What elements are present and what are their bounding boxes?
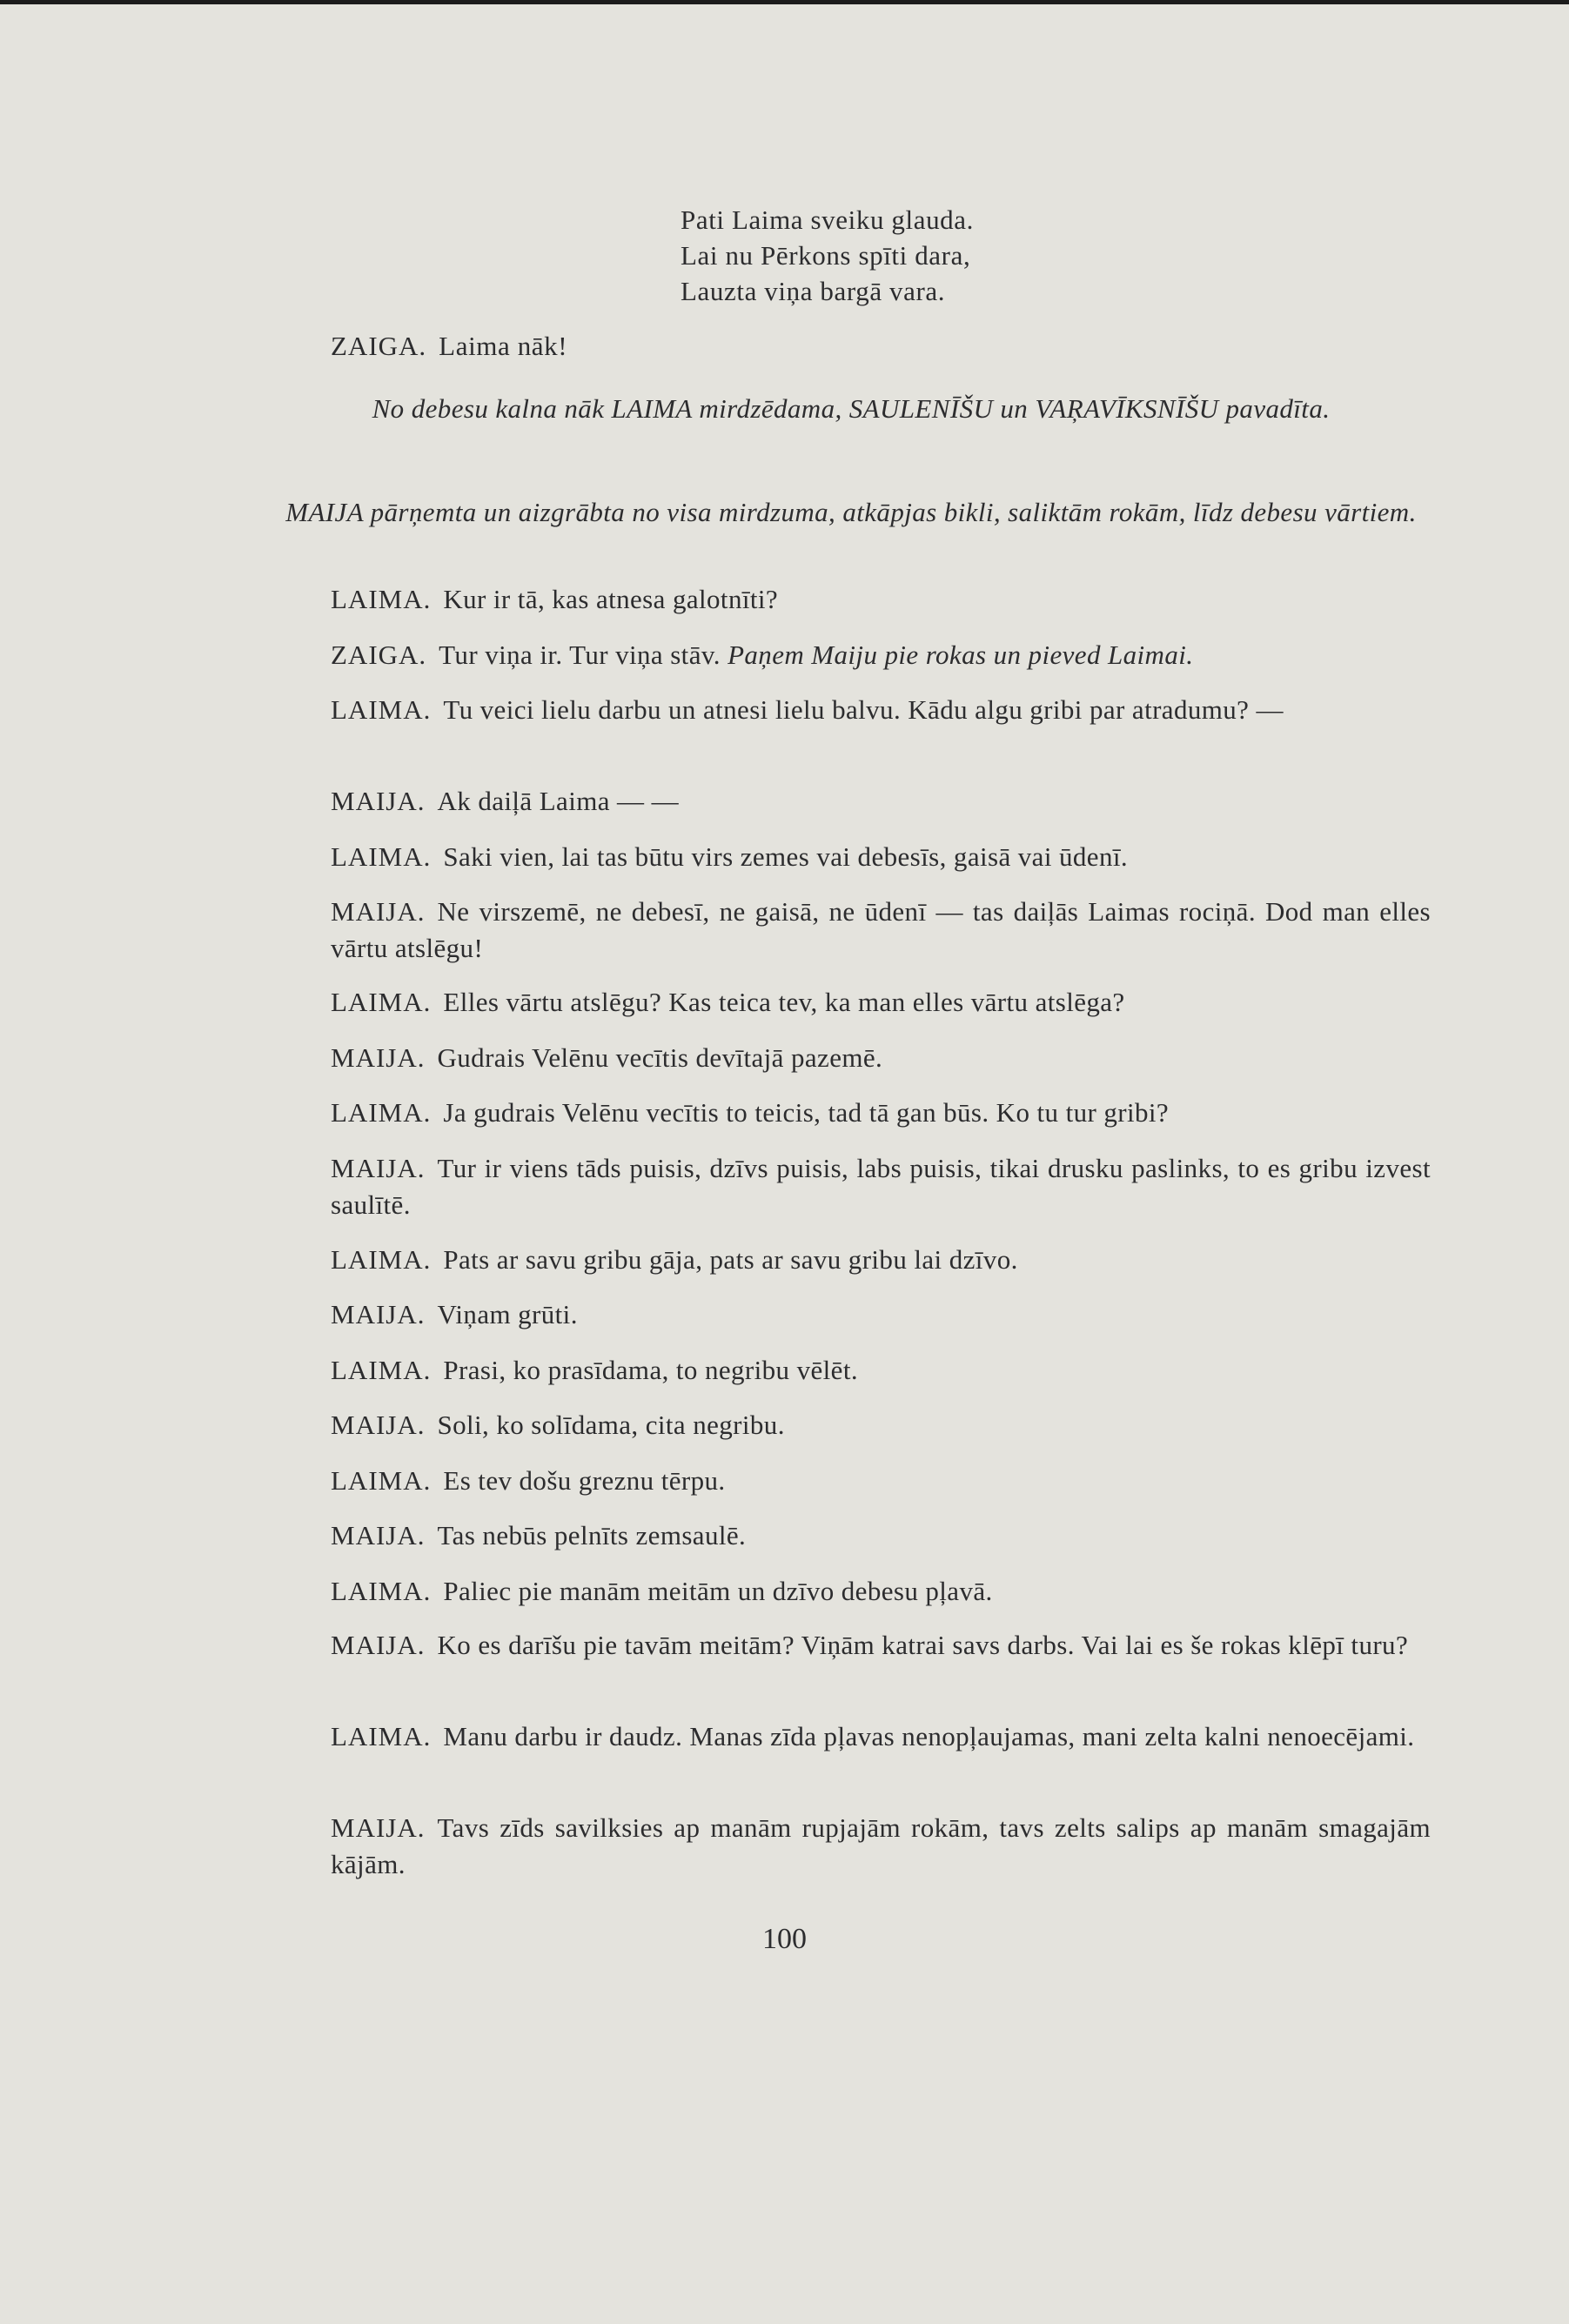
speaker-name: MAIJA. xyxy=(331,1153,426,1183)
dialogue-text: Tur viņa ir. Tur viņa stāv. xyxy=(439,640,721,670)
speaker-name: LAIMA. xyxy=(331,841,432,872)
verse-line: Lai nu Pērkons spīti dara, xyxy=(681,240,971,271)
dialogue-line xyxy=(272,1095,1431,1131)
speaker-name: LAIMA. xyxy=(331,1721,432,1751)
speaker-name: LAIMA. xyxy=(331,584,432,614)
speaker-name: LAIMA. xyxy=(331,694,432,725)
dialogue-line xyxy=(272,1150,1431,1223)
speaker-name: LAIMA. xyxy=(331,1576,432,1606)
dialogue-line xyxy=(272,1296,1431,1333)
page-number: 100 xyxy=(762,1923,807,1955)
speaker-name: MAIJA. xyxy=(331,896,426,927)
dialogue-line xyxy=(272,894,1431,967)
stage-direction-inline: Paņem Maiju pie rokas un pieved Laimai. xyxy=(728,640,1194,670)
verse-block xyxy=(681,202,974,309)
speaker-name: MAIJA. xyxy=(331,1812,426,1843)
verse-line: Lauzta viņa bargā vara. xyxy=(681,276,946,306)
dialogue-text: Soli, ko solīdama, cita negribu. xyxy=(437,1410,785,1440)
dialogue-line xyxy=(272,839,1431,875)
speaker-name: MAIJA. xyxy=(331,1299,426,1329)
dialogue-text: Tas nebūs pelnīts zemsaulē. xyxy=(437,1520,747,1550)
dialogue-text: Tavs zīds savilksies ap manām rupjajām rokām, tavs zelts salips ap manām smagajām kājām. xyxy=(331,1812,1431,1879)
dialogue-line xyxy=(272,1718,1431,1755)
speaker-name: MAIJA. xyxy=(331,1520,426,1550)
stage-direction: MAIJA pārņemta un aizgrābta no visa mirdzuma, atkāpjas bikli, saliktām rokām, līdz debesu vārtiem. xyxy=(285,497,1417,527)
dialogue-line xyxy=(272,637,1431,673)
dialogue-line xyxy=(272,1463,1431,1499)
dialogue-text: Ak daiļā Laima — — xyxy=(437,786,679,816)
dialogue-text: Ko es darīšu pie tavām meitām? Viņām katrai savs darbs. Vai lai es še rokas klēpī turu? xyxy=(437,1630,1409,1660)
speaker-name: LAIMA. xyxy=(331,987,432,1017)
dialogue-text: Laima nāk! xyxy=(439,331,568,361)
dialogue-line xyxy=(272,1352,1431,1389)
dialogue-line xyxy=(272,783,1431,820)
speaker-name: LAIMA. xyxy=(331,1097,432,1128)
dialogue-text: Tur ir viens tāds puisis, dzīvs puisis, labs puisis, tikai drusku paslinks, to es gribu izvest saulītē. xyxy=(331,1153,1431,1220)
verse-line: Pati Laima sveiku glauda. xyxy=(681,204,974,235)
dialogue-text: Elles vārtu atslēgu? Kas teica tev, ka man elles vārtu atslēga? xyxy=(443,987,1125,1017)
speaker-name: ZAIGA. xyxy=(331,640,427,670)
dialogue-text: Gudrais Velēnu vecītis devītajā pazemē. xyxy=(437,1042,883,1073)
dialogue-line xyxy=(272,984,1431,1021)
speaker-name: MAIJA. xyxy=(331,1042,426,1073)
dialogue-line xyxy=(272,1517,1431,1554)
dialogue-line xyxy=(272,1810,1431,1883)
dialogue-text: Paliec pie manām meitām un dzīvo debesu pļavā. xyxy=(443,1576,993,1606)
dialogue-text: Prasi, ko prasīdama, to negribu vēlēt. xyxy=(443,1355,859,1385)
speaker-name: MAIJA. xyxy=(331,1410,426,1440)
speaker-name: MAIJA. xyxy=(331,1630,426,1660)
dialogue-text: Tu veici lielu darbu un atnesi lielu balvu. Kādu algu gribi par atradumu? — xyxy=(443,694,1284,725)
dialogue-text: Pats ar savu gribu gāja, pats ar savu gribu lai dzīvo. xyxy=(443,1244,1018,1275)
speaker-name: LAIMA. xyxy=(331,1244,432,1275)
speaker-name: LAIMA. xyxy=(331,1465,432,1496)
dialogue-line xyxy=(272,1573,1431,1610)
dialogue-text: Ja gudrais Velēnu vecītis to teicis, tad tā gan būs. Ko tu tur gribi? xyxy=(443,1097,1170,1128)
stage-direction: No debesu kalna nāk LAIMA mirdzēdama, SAULENĪŠU un VAŖAVĪKSNĪŠU pavadīta. xyxy=(372,393,1331,424)
dialogue-text: Es tev došu greznu tērpu. xyxy=(443,1465,726,1496)
dialogue-line xyxy=(272,692,1431,728)
dialogue-line xyxy=(272,1242,1431,1278)
dialogue-line xyxy=(272,1407,1431,1443)
dialogue-text: Saki vien, lai tas būtu virs zemes vai debesīs, gaisā vai ūdenī. xyxy=(443,841,1129,872)
dialogue-line xyxy=(272,1040,1431,1076)
dialogue-line xyxy=(272,581,1431,618)
dialogue-text: Manu darbu ir daudz. Manas zīda pļavas nenopļaujamas, mani zelta kalni nenoecējami. xyxy=(443,1721,1415,1751)
speaker-name: MAIJA. xyxy=(331,786,426,816)
speaker-name: LAIMA. xyxy=(331,1355,432,1385)
speaker-name: ZAIGA. xyxy=(331,331,427,361)
dialogue-line xyxy=(272,1627,1431,1664)
dialogue-line-zaiga xyxy=(331,331,567,362)
dialogue-text: Viņam grūti. xyxy=(437,1299,578,1329)
dialogue-text: Kur ir tā, kas atnesa galotnīti? xyxy=(443,584,779,614)
dialogue-text: Ne virszemē, ne debesī, ne gaisā, ne ūdenī — tas daiļās Laimas rociņā. Dod man elles vārtu atslēgu! xyxy=(331,896,1431,963)
